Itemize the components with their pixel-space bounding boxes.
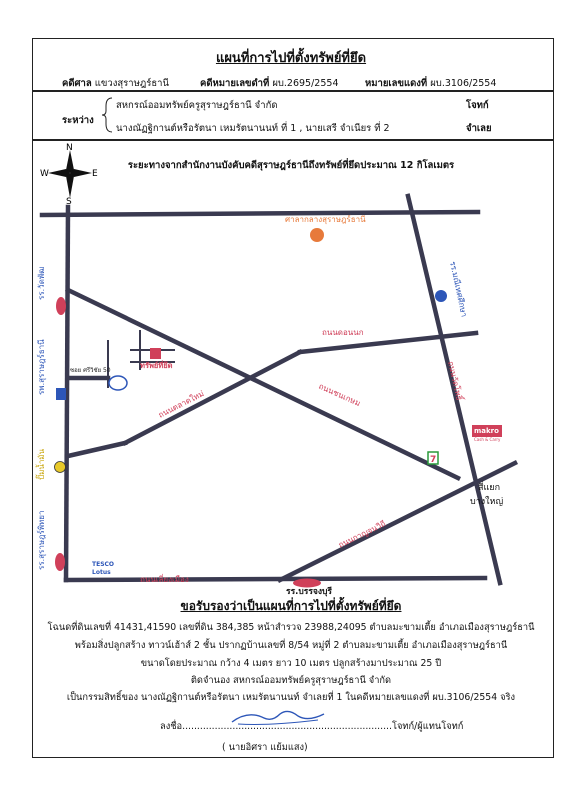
bottom-school-label: รร.บรรจงบุรี xyxy=(286,587,332,597)
certification-title: ขอรับรองว่าเป็นแผนที่การไปที่ตั้งทรัพย์ที่ยึด xyxy=(180,599,402,613)
signature-line: ลงชื่อ.......................................................................โจทก์/ผู้แทนโจทก์ xyxy=(160,721,464,732)
soi-label: ซอย ศรีวิชัย 50 xyxy=(70,367,111,374)
fuel-marker xyxy=(55,462,66,473)
court-value: แขวงสุราษฎร์ธานี xyxy=(94,78,169,89)
left-hospital-label: รพ.สุราษฎร์ธานี xyxy=(37,339,46,395)
distance-text: ระยะทางจากสำนักงานบังคับคดีสุราษฎร์ธานีถึงทรัพย์ที่ยึดประมาณ 12 กิโลเมตร xyxy=(127,160,455,171)
makro-sub: Cash & Carry xyxy=(474,437,501,442)
left-hospital-marker xyxy=(56,388,66,400)
court-marker xyxy=(310,228,324,242)
road-lower-left xyxy=(68,443,125,456)
bottom-road-label: ถนนเลี่ยงเมือง xyxy=(140,575,189,584)
road-left-main xyxy=(66,207,68,580)
left-school2-label: รร.สุราษฎร์พิทยา xyxy=(37,510,46,570)
defendant-name: นางณัฏฐิกานต์หรือรัตนา เหมรัตนานนท์ ที่ 1 , นายเสรี จำเนียร ที่ 2 xyxy=(116,123,390,134)
left-school2-marker xyxy=(55,553,65,571)
road-diag-label: ถนนชนเกษม xyxy=(317,381,362,409)
hospital-top-label: รร.มณีเทศศึกษา xyxy=(448,260,469,318)
property-marker xyxy=(150,348,161,359)
cert-line-5: เป็นกรรมสิทธิ์ของ นางณัฏฐิกานต์หรือรัตนา เหมรัตนานนท์ จำเลยที่ 1 ในคดีหมายเลขแดงที่ ผบ.3106/2554 จริง xyxy=(66,692,516,703)
tesco-label: TESCO xyxy=(92,561,115,568)
hospital-top-marker xyxy=(435,290,447,302)
plaintiff-role: โจทก์ xyxy=(466,100,489,111)
compass-n: N xyxy=(66,143,73,153)
junction-line-2: บางใหญ่ xyxy=(470,497,504,507)
court-label: ศาลากลางสุราษฎร์ธานี xyxy=(285,215,366,224)
makro-label: makro xyxy=(474,427,499,435)
road-lower-label: ถนนตลาดใหม่ xyxy=(156,389,206,420)
compass-e: E xyxy=(92,169,98,179)
cert-line-2: พร้อมสิ่งปลูกสร้าง ทาวน์เฮ้าส์ 2 ชั้น ปรากฏบ้านเลขที่ 8/54 หมู่ที่ 2 ตำบลมะขามเตี้ย อำเภอเมืองสุราษฎร์ธานี xyxy=(74,640,508,651)
defendant-role: จำเลย xyxy=(466,123,492,134)
road-right-label: ถนนวัดโพธิ์ xyxy=(446,360,464,402)
between-label: ระหว่าง xyxy=(62,115,94,126)
signature-scribble xyxy=(228,706,328,728)
signer-name: ( นายอิศรา แย้มแสง) xyxy=(222,742,308,753)
compass-s: S xyxy=(66,197,72,204)
fuel-label: ปั๊มน้ำมัน xyxy=(37,448,46,480)
red-case-label: หมายเลขแดงที่ xyxy=(365,78,428,89)
red-case-value: ผบ.3106/2554 xyxy=(430,78,497,89)
junction-line-1: สี่แยก xyxy=(478,483,501,493)
left-school-marker xyxy=(56,297,66,315)
road-upper-label: ถนนดอนนก xyxy=(322,328,364,337)
road-bottom-diag-label: ถนนกาญจนวิถี xyxy=(336,519,388,550)
black-case-value: ผบ.2695/2554 xyxy=(272,78,339,89)
lotus-label: Lotus xyxy=(92,569,111,576)
cert-line-4: ติดจำนอง สหกรณ์ออมทรัพย์ครูสุราษฎร์ธานี จำกัด xyxy=(190,675,392,686)
property-label: ทรัพย์ที่ยึด xyxy=(140,361,173,370)
page-title: แผนที่การไปที่ตั้งทรัพย์ที่ยึด xyxy=(215,51,367,66)
black-case-label: คดีหมายเลขดำที่ xyxy=(200,78,270,89)
compass-w: W xyxy=(40,169,49,179)
soi-roundabout-icon xyxy=(109,376,127,390)
cert-line-1: โฉนดที่ดินเลขที่ 41431,41590 เลขที่ดิน 384,385 หน้าสำรวจ 23988,24095 ตำบลมะขามเตี้ย อำเภอเมืองสุราษฎร์ธานี xyxy=(47,622,535,633)
road-bottom-diag xyxy=(280,463,515,580)
cert-line-3: ขนาดโดยประมาณ กว้าง 4 เมตร ยาว 10 เมตร ปลูกสร้างมาประมาณ 25 ปี xyxy=(140,658,442,669)
seven-eleven-label: 7 xyxy=(430,455,437,465)
court-label: คดีศาล xyxy=(62,78,92,89)
road-bottom xyxy=(66,578,485,580)
left-school-label: รร.วัดพัฒ xyxy=(37,266,46,300)
plaintiff-name: สหกรณ์ออมทรัพย์ครูสุราษฎร์ธานี จำกัด xyxy=(116,100,278,111)
